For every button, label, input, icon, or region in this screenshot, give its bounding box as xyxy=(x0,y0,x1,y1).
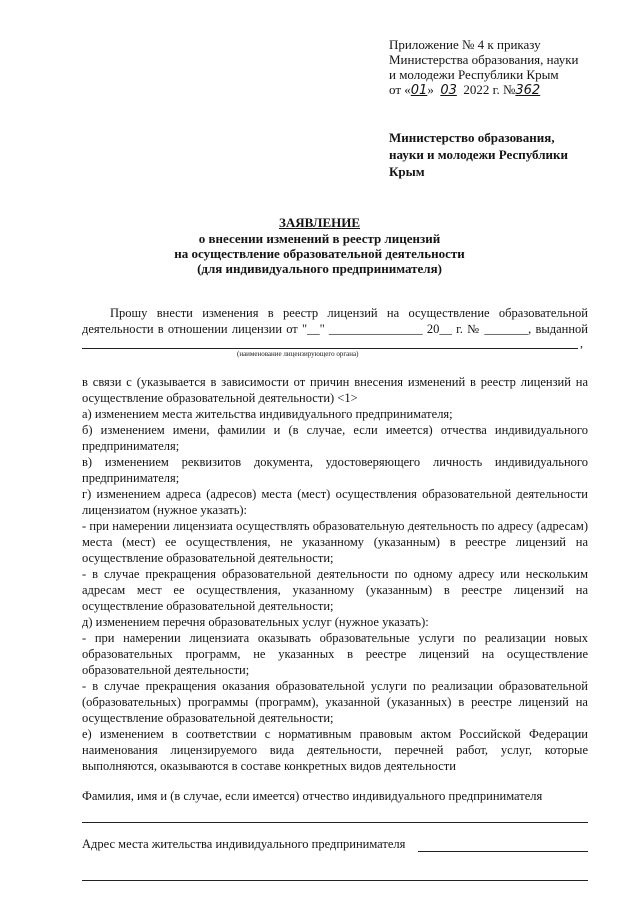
attachment-note-line3: и молодежи Республики Крым xyxy=(389,67,559,82)
document-subtitle-1: о внесении изменений в реестр лицензий xyxy=(198,231,441,246)
reason-intro-line-1: в связи с (указывается в зависимости от причин внесения изменений в реестр лицензий на xyxy=(82,375,588,389)
item-a: а) изменением места жительства индивидуального предпринимателя; xyxy=(82,407,453,421)
item-b-line-2: предпринимателя; xyxy=(82,439,180,453)
item-g-sub1-line-2: места (мест) ее осуществления, не указанному (указанным) в реестре лицензий на xyxy=(82,535,588,549)
authority-line-comma: , xyxy=(580,336,583,350)
request-line-2: деятельности в отношении лицензии от "__" _______________ 20__ г. № _______, выданной xyxy=(82,322,588,336)
item-b-line-1: б) изменением имени, фамилии и (в случае, если имеется) отчества индивидуального xyxy=(82,423,588,437)
address-label: Адрес места жительства индивидуального предпринимателя xyxy=(82,837,406,851)
item-d-sub1-line-3: образовательной деятельности; xyxy=(82,663,250,677)
item-v-line-2: предпринимателя; xyxy=(82,471,180,485)
item-g-sub1-line-1: - при намерении лицензиата осуществлять образовательную деятельность по адресу (адресам) xyxy=(82,519,588,533)
date-day: 01 xyxy=(410,83,428,98)
item-d-sub1-line-2: образовательных программ, не указанных в реестре лицензий на осуществление xyxy=(82,647,588,661)
authority-blank-line xyxy=(82,348,578,349)
addressee xyxy=(389,129,568,180)
item-g-sub1-line-3: осуществление образовательной деятельности; xyxy=(82,551,334,565)
document-subtitle-3: (для индивидуального предпринимателя) xyxy=(197,261,442,276)
attachment-note-line1: Приложение № 4 к приказу xyxy=(389,37,541,52)
item-g-sub2-line-1: - в случае прекращения образовательной деятельности по одному адресу или нескольким xyxy=(82,567,588,581)
attachment-note-line2: Министерства образования, науки xyxy=(389,52,579,67)
document-subtitle-2: на осуществление образовательной деятельности xyxy=(174,246,465,261)
addressee-line1: Министерство образования, xyxy=(389,130,555,145)
item-v-line-1: в) изменением реквизитов документа, удостоверяющего личность индивидуального xyxy=(82,455,588,469)
fio-label: Фамилия, имя и (в случае, если имеется) отчество индивидуального предпринимателя xyxy=(82,789,543,803)
item-g-line-1: г) изменением адреса (адресов) места (мест) осуществления образовательной деятельности xyxy=(82,487,588,501)
fio-blank-line xyxy=(82,822,588,823)
item-g-sub2-line-2: адресам мест ее осуществления, указанному (указанным) в реестре лицензий на xyxy=(82,583,588,597)
item-e-line-3: выполняются, оказываются в составе конкретных видов деятельности xyxy=(82,759,456,773)
address-blank-line-2 xyxy=(82,880,588,881)
item-d-sub2-line-2: (образовательных) программы (программ), указанной (указанных) в реестре лицензий на xyxy=(82,695,588,709)
item-d-sub1-line-1: - при намерении лицензиата оказывать образовательные услуги по реализации новых xyxy=(82,631,588,645)
order-number: 362 xyxy=(515,83,541,98)
item-g-line-2: лицензиатом (нужное указать): xyxy=(82,503,248,517)
authority-caption: (наименование лицензирующего органа) xyxy=(237,350,359,358)
address-blank-line-1 xyxy=(418,851,588,852)
reason-intro-line-2: осуществление образовательной деятельности) <1> xyxy=(82,391,358,405)
item-e-line-1: е) изменением в соответствии с нормативным правовым актом Российской Федерации xyxy=(82,727,588,741)
addressee-line2: науки и молодежи Республики xyxy=(389,147,568,162)
document-title: ЗАЯВЛЕНИЕ xyxy=(278,215,361,230)
item-g-sub2-line-3: осуществление образовательной деятельности; xyxy=(82,599,334,613)
addressee-line3: Крым xyxy=(389,164,425,179)
item-d-sub2-line-3: осуществление образовательной деятельности; xyxy=(82,711,334,725)
item-d-sub2-line-1: - в случае прекращения оказания образовательной услуги по реализации образовательной xyxy=(82,679,588,693)
request-line-1: Прошу внести изменения в реестр лицензий на осуществление образовательной xyxy=(110,306,588,320)
attachment-note-date xyxy=(389,82,540,98)
date-mid: » xyxy=(427,82,434,97)
date-prefix: от « xyxy=(389,82,411,97)
date-month: 03 xyxy=(440,83,457,98)
date-suffix: 2022 г. № xyxy=(463,82,516,97)
item-e-line-2: наименования лицензируемого вида деятельности, перечней работ, услуг, которые xyxy=(82,743,588,757)
item-d-line-1: д) изменением перечня образовательных услуг (нужное указать): xyxy=(82,615,429,629)
